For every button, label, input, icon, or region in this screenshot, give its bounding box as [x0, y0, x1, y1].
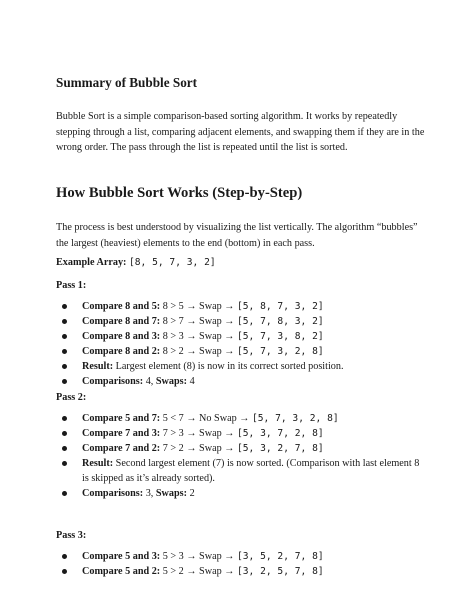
list-item: Compare 7 and 3: 7 > 3 → Swap → [5, 3, 7, 2, 8] — [56, 426, 419, 441]
list-item: Compare 5 and 2: 5 > 2 → Swap → [3, 2, 5, 7, 8] — [56, 564, 324, 579]
summary-line: wrong order. The pass through the list is repeated until the list is sorted. — [56, 142, 348, 153]
example-array-label: Example Array: — [56, 257, 127, 268]
list-item: Compare 8 and 2: 8 > 2 → Swap → [5, 7, 3, 2, 8] — [56, 344, 344, 359]
summary-line: Bubble Sort is a simple comparison-based sorting algorithm. It works by repeatedly — [56, 111, 398, 122]
bullet-icon — [62, 349, 67, 354]
list-item: Compare 8 and 3: 8 > 3 → Swap → [5, 7, 3, 8, 2] — [56, 329, 344, 344]
pass-3-list — [56, 549, 324, 579]
list-item: Result: Largest element (8) is now in its correct sorted position. — [56, 359, 344, 374]
pass-2-list — [56, 411, 419, 502]
bullet-icon — [62, 334, 67, 339]
pass-1-label: Pass 1: — [56, 280, 87, 291]
summary-heading: Summary of Bubble Sort — [56, 75, 198, 90]
bullet-icon — [62, 304, 67, 309]
bullet-icon — [62, 431, 67, 436]
pass-2-label: Pass 2: — [56, 392, 87, 403]
how-paragraph — [56, 220, 418, 251]
pass-3-label: Pass 3: — [56, 530, 87, 541]
bullet-icon — [62, 364, 67, 369]
how-line: the largest (heaviest) elements to the end (bottom) in each pass. — [56, 237, 315, 249]
bullet-icon — [62, 554, 67, 559]
list-item: Result: Second largest element (7) is now sorted. (Comparison with last element 8 is skipped as it’s already sorted). — [56, 456, 419, 486]
bullet-icon — [62, 569, 67, 574]
bullet-icon — [62, 461, 67, 466]
pass-1-list — [56, 299, 344, 390]
summary-line: stepping through a list, comparing adjacent elements, and swapping them if they are in the — [56, 126, 425, 138]
list-item: Compare 8 and 7: 8 > 7 → Swap → [5, 7, 8, 3, 2] — [56, 314, 344, 329]
bullet-icon — [62, 319, 67, 324]
summary-paragraph — [56, 109, 424, 156]
list-item: Compare 8 and 5: 8 > 5 → Swap → [5, 8, 7, 3, 2] — [56, 299, 344, 314]
bullet-icon — [62, 379, 67, 384]
list-item: Compare 5 and 7: 5 < 7 → No Swap → [5, 7, 3, 2, 8] — [56, 411, 419, 426]
bullet-icon — [62, 416, 67, 421]
example-array-value: [8, 5, 7, 3, 2] — [129, 257, 216, 268]
how-line: The process is best understood by visualizing the list vertically. The algorithm “bubbles” — [56, 222, 418, 233]
how-heading: How Bubble Sort Works (Step-by-Step) — [56, 185, 303, 201]
list-item: Comparisons: 4, Swaps: 4 — [56, 374, 344, 389]
bullet-icon — [62, 491, 67, 496]
bullet-icon — [62, 446, 67, 451]
list-item: Comparisons: 3, Swaps: 2 — [56, 486, 419, 501]
list-item: Compare 7 and 2: 7 > 2 → Swap → [5, 3, 2, 7, 8] — [56, 441, 419, 456]
example-array-line — [56, 257, 216, 268]
list-item: Compare 5 and 3: 5 > 3 → Swap → [3, 5, 2, 7, 8] — [56, 549, 324, 564]
